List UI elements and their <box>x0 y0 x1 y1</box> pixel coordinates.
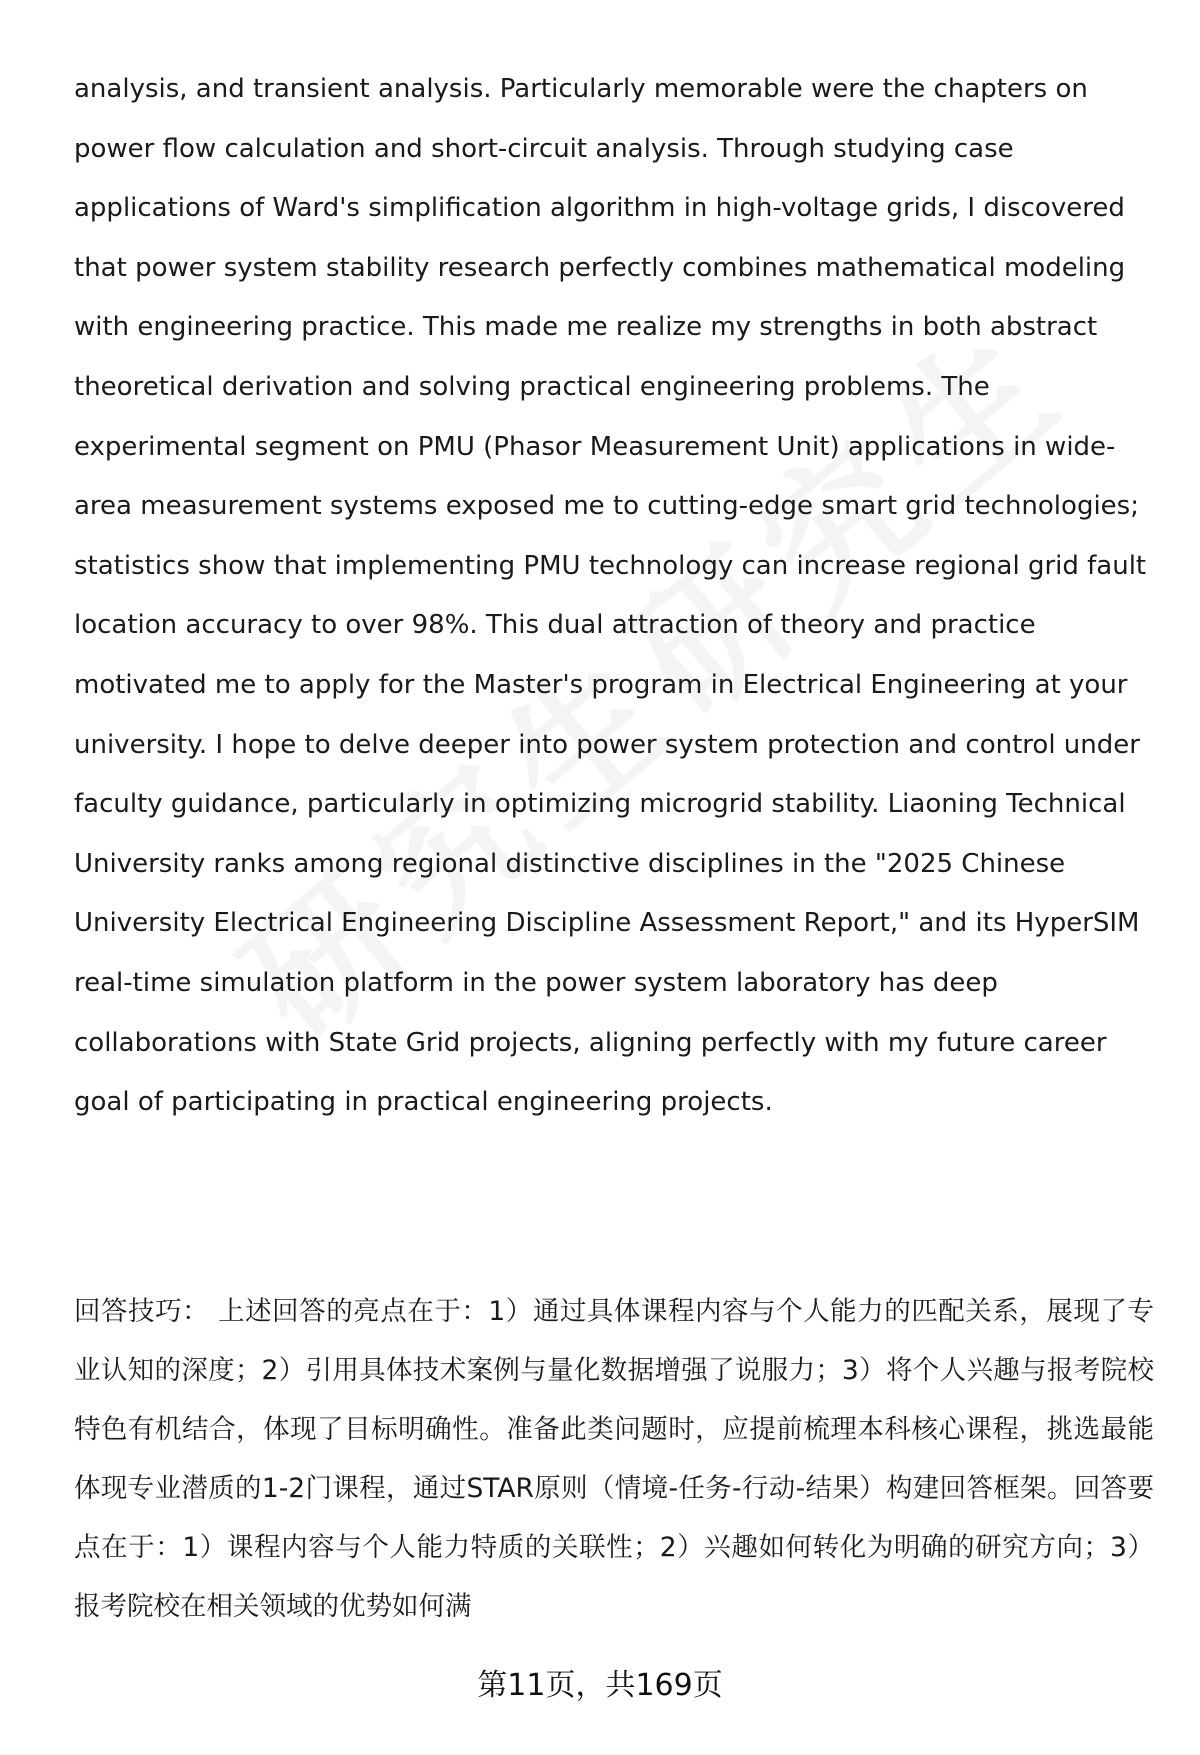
answer-tips-paragraph: 回答技巧： 上述回答的亮点在于：1）通过具体课程内容与个人能力的匹配关系，展现了专业认知的深度；2）引用具体技术案例与量化数据增强了说服力；3）将个人兴趣与报考院校特色有机结合，体现了目标明确性。准备此类问题时，应提前梳理本科核心课程，挑选最能体现专业潜质的1-2门课程，通过STAR原则（情境-任务-行动-结果）构建回答框架。回答要点在于：1）课程内容与个人能力特质的关联性；2）兴趣如何转化为明确的研究方向；3）报考院校在相关领域的优势如何满 <box>74 1296 1154 1622</box>
answer-paragraph: analysis, and transient analysis. Particularly memorable were the chapters on power flow calculation and short-circuit analysis. Through studying case applications of Ward's simplification algorithm in high-voltage grids, I discovered that power system stability research perfectly combines mathematical modeling with engineering practice. This made me realize my strengths in both abstract theoretical derivation and solving practical engineering problems. The experimental segment on PMU (Phasor Measurement Unit) applications in wide-area measurement systems exposed me to cutting-edge smart grid technologies; statistics show that implementing PMU technology can increase regional grid fault location accuracy to over 98%. This dual attraction of theory and practice motivated me to apply for the Master's program in Electrical Engineering at your university. I hope to delve deeper into power system protection and control under faculty guidance, particularly in optimizing microgrid stability. Liaoning Technical University ranks among regional distinctive disciplines in the "2025 Chinese University Electrical Engineering Discipline Assessment Report," and its HyperSIM real-time simulation platform in the power system laboratory has deep collaborations with State Grid projects, aligning perfectly with my future career goal of participating in practical engineering projects. <box>74 74 1147 1118</box>
page-number: 第11页，共169页 <box>477 1668 723 1703</box>
